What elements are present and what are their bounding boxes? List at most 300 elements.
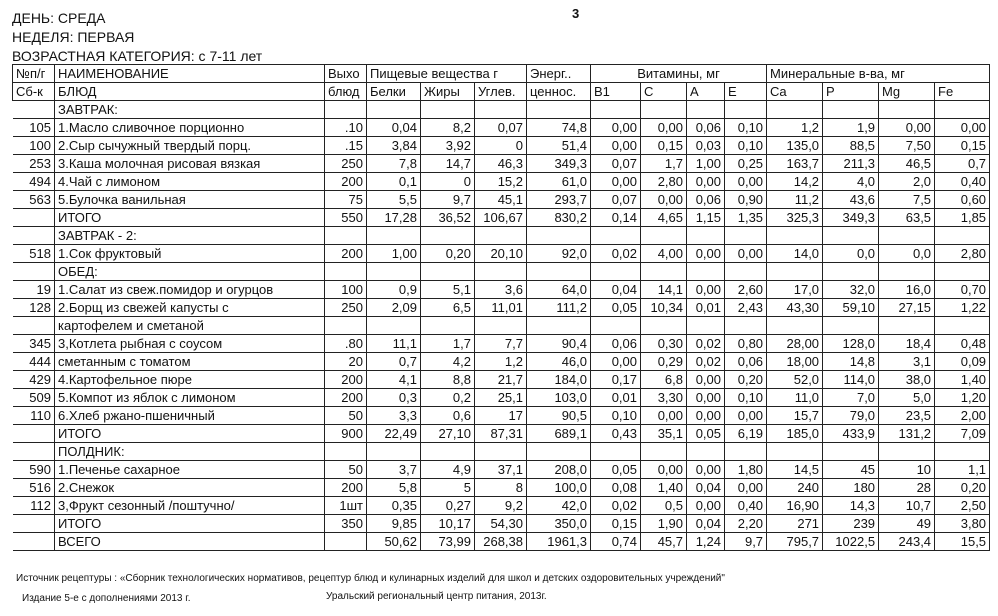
protein-cell — [367, 317, 421, 335]
protein-cell: 0,35 — [367, 497, 421, 515]
empty-cell — [325, 227, 367, 245]
row-id-cell — [13, 443, 55, 461]
empty-cell — [879, 101, 935, 119]
out-cell: 200 — [325, 173, 367, 191]
c-cell: 0,30 — [641, 335, 687, 353]
out-cell — [325, 317, 367, 335]
ca-cell: 325,3 — [767, 209, 823, 227]
empty-cell — [641, 227, 687, 245]
col-b1-header: B1 — [591, 83, 641, 101]
page-number: 3 — [572, 6, 580, 21]
empty-cell — [475, 443, 527, 461]
empty-cell — [591, 443, 641, 461]
empty-cell — [935, 443, 990, 461]
row-id-cell: 100 — [13, 137, 55, 155]
c-cell: 35,1 — [641, 425, 687, 443]
col-name-subheader: БЛЮД — [55, 83, 325, 101]
out-cell — [325, 533, 367, 551]
p-cell: 43,6 — [823, 191, 879, 209]
carbs-cell: 87,31 — [475, 425, 527, 443]
e-cell: 9,7 — [725, 533, 767, 551]
empty-cell — [421, 443, 475, 461]
col-carbs-header: Углев. — [475, 83, 527, 101]
mg-cell: 28 — [879, 479, 935, 497]
fe-cell: 1,1 — [935, 461, 990, 479]
empty-cell — [421, 263, 475, 281]
dish-name-cell: 1.Печенье сахарное — [55, 461, 325, 479]
dish-name-cell: сметанным с томатом — [55, 353, 325, 371]
fe-cell — [935, 317, 990, 335]
empty-cell — [641, 101, 687, 119]
p-cell: 128,0 — [823, 335, 879, 353]
col-nutrients-header: Пищевые вещества г — [367, 65, 527, 83]
dish-name-cell: ИТОГО — [55, 515, 325, 533]
e-cell: 2,20 — [725, 515, 767, 533]
a-cell: 0,06 — [687, 119, 725, 137]
col-e-header: E — [725, 83, 767, 101]
a-cell: 0,03 — [687, 137, 725, 155]
e-cell: 2,43 — [725, 299, 767, 317]
fat-cell: 8,2 — [421, 119, 475, 137]
row-id-cell — [13, 533, 55, 551]
fe-cell: 0,48 — [935, 335, 990, 353]
carbs-cell: 3,6 — [475, 281, 527, 299]
out-cell: 550 — [325, 209, 367, 227]
table-row — [13, 299, 990, 317]
protein-cell: 5,8 — [367, 479, 421, 497]
carbs-cell: 268,38 — [475, 533, 527, 551]
a-cell: 0,00 — [687, 461, 725, 479]
c-cell: 14,1 — [641, 281, 687, 299]
empty-cell — [879, 443, 935, 461]
p-cell: 7,0 — [823, 389, 879, 407]
mg-cell: 7,50 — [879, 137, 935, 155]
protein-cell: 3,84 — [367, 137, 421, 155]
empty-cell — [325, 443, 367, 461]
e-cell: 0,10 — [725, 119, 767, 137]
empty-cell — [823, 227, 879, 245]
c-cell: 0,15 — [641, 137, 687, 155]
mg-cell: 3,1 — [879, 353, 935, 371]
empty-cell — [475, 101, 527, 119]
out-cell: 200 — [325, 389, 367, 407]
e-cell: 1,80 — [725, 461, 767, 479]
fe-cell: 15,5 — [935, 533, 990, 551]
protein-cell: 50,62 — [367, 533, 421, 551]
p-cell: 239 — [823, 515, 879, 533]
col-fat-header: Жиры — [421, 83, 475, 101]
section-title: ЗАВТРАК: — [55, 101, 325, 119]
mg-cell: 131,2 — [879, 425, 935, 443]
row-id-cell — [13, 317, 55, 335]
empty-cell — [325, 263, 367, 281]
fe-cell: 1,40 — [935, 371, 990, 389]
energy-cell: 1961,3 — [527, 533, 591, 551]
out-cell: 200 — [325, 479, 367, 497]
empty-cell — [641, 263, 687, 281]
fe-cell: 0,60 — [935, 191, 990, 209]
dish-name-cell: ИТОГО — [55, 209, 325, 227]
fat-cell: 5,1 — [421, 281, 475, 299]
empty-cell — [687, 443, 725, 461]
empty-cell — [823, 101, 879, 119]
c-cell: 4,65 — [641, 209, 687, 227]
protein-cell: 3,7 — [367, 461, 421, 479]
dish-name-cell: ВСЕГО — [55, 533, 325, 551]
mg-cell: 5,0 — [879, 389, 935, 407]
mg-cell: 63,5 — [879, 209, 935, 227]
c-cell — [641, 317, 687, 335]
out-cell: .80 — [325, 335, 367, 353]
col-energy-subheader: ценнос. — [527, 83, 591, 101]
out-cell: 50 — [325, 461, 367, 479]
e-cell: 0,10 — [725, 389, 767, 407]
e-cell: 0,40 — [725, 497, 767, 515]
empty-cell — [823, 443, 879, 461]
a-cell: 0,00 — [687, 497, 725, 515]
row-id-cell — [13, 209, 55, 227]
mg-cell: 38,0 — [879, 371, 935, 389]
dish-name-cell: 4.Чай с лимоном — [55, 173, 325, 191]
c-cell: 3,30 — [641, 389, 687, 407]
fe-cell: 2,00 — [935, 407, 990, 425]
ca-cell: 135,0 — [767, 137, 823, 155]
table-row — [13, 371, 990, 389]
fat-cell: 0,20 — [421, 245, 475, 263]
fe-cell: 2,80 — [935, 245, 990, 263]
empty-cell — [725, 443, 767, 461]
b1-cell: 0,00 — [591, 119, 641, 137]
table-row — [13, 389, 990, 407]
a-cell: 0,00 — [687, 281, 725, 299]
table-row — [13, 137, 990, 155]
e-cell: 0,00 — [725, 479, 767, 497]
c-cell: 0,00 — [641, 461, 687, 479]
table-row — [13, 245, 990, 263]
empty-cell — [421, 101, 475, 119]
col-output-header: Выхо — [325, 65, 367, 83]
table-row — [13, 497, 990, 515]
dish-name-cell: 5.Компот из яблок с лимоном — [55, 389, 325, 407]
e-cell: 0,00 — [725, 245, 767, 263]
table-row — [13, 479, 990, 497]
empty-cell — [475, 263, 527, 281]
section-title: ОБЕД: — [55, 263, 325, 281]
energy-cell: 100,0 — [527, 479, 591, 497]
empty-cell — [725, 101, 767, 119]
e-cell: 0,25 — [725, 155, 767, 173]
protein-cell: 5,5 — [367, 191, 421, 209]
p-cell — [823, 317, 879, 335]
ca-cell: 1,2 — [767, 119, 823, 137]
energy-cell: 689,1 — [527, 425, 591, 443]
dish-name-cell: 2.Сыр сычужный твердый порц. — [55, 137, 325, 155]
b1-cell: 0,05 — [591, 461, 641, 479]
carbs-cell: 20,10 — [475, 245, 527, 263]
row-id-cell: 444 — [13, 353, 55, 371]
fat-cell: 1,7 — [421, 335, 475, 353]
dish-name-cell: 4.Картофельное пюре — [55, 371, 325, 389]
mg-cell: 7,5 — [879, 191, 935, 209]
empty-cell — [767, 443, 823, 461]
ca-cell: 16,90 — [767, 497, 823, 515]
empty-cell — [767, 101, 823, 119]
energy-cell: 103,0 — [527, 389, 591, 407]
energy-cell: 184,0 — [527, 371, 591, 389]
ca-cell: 43,30 — [767, 299, 823, 317]
fe-cell: 0,20 — [935, 479, 990, 497]
total-row — [13, 209, 990, 227]
empty-cell — [687, 101, 725, 119]
table-row — [13, 407, 990, 425]
b1-cell: 0,00 — [591, 353, 641, 371]
table-row — [13, 461, 990, 479]
ca-cell: 17,0 — [767, 281, 823, 299]
a-cell: 0,06 — [687, 191, 725, 209]
total-row — [13, 425, 990, 443]
col-minerals-header: Минеральные в-ва, мг — [767, 65, 990, 83]
a-cell: 0,05 — [687, 425, 725, 443]
c-cell: 0,00 — [641, 119, 687, 137]
dish-name-cell: 5.Булочка ванильная — [55, 191, 325, 209]
b1-cell: 0,02 — [591, 245, 641, 263]
out-cell: 50 — [325, 407, 367, 425]
empty-cell — [641, 443, 687, 461]
ca-cell: 14,0 — [767, 245, 823, 263]
row-id-cell: 253 — [13, 155, 55, 173]
mg-cell: 243,4 — [879, 533, 935, 551]
fat-cell: 4,2 — [421, 353, 475, 371]
footer-edition: Издание 5-е с дополнениями 2013 г. — [22, 593, 191, 604]
dish-name-cell: ИТОГО — [55, 425, 325, 443]
energy-cell: 74,8 — [527, 119, 591, 137]
energy-cell: 350,0 — [527, 515, 591, 533]
dish-name-cell: 1.Масло сливочное порционно — [55, 119, 325, 137]
fe-cell: 0,00 — [935, 119, 990, 137]
empty-cell — [527, 263, 591, 281]
e-cell: 1,35 — [725, 209, 767, 227]
ca-cell: 11,2 — [767, 191, 823, 209]
p-cell: 4,0 — [823, 173, 879, 191]
dish-name-cell: 6.Хлеб ржано-пшеничный — [55, 407, 325, 425]
empty-cell — [823, 263, 879, 281]
empty-cell — [475, 227, 527, 245]
protein-cell: 0,7 — [367, 353, 421, 371]
week-label: НЕДЕЛЯ: ПЕРВАЯ — [12, 29, 135, 45]
fe-cell: 2,50 — [935, 497, 990, 515]
e-cell: 0,00 — [725, 173, 767, 191]
mg-cell: 16,0 — [879, 281, 935, 299]
energy-cell: 46,0 — [527, 353, 591, 371]
empty-cell — [367, 263, 421, 281]
row-id-cell — [13, 101, 55, 119]
a-cell: 0,01 — [687, 299, 725, 317]
fat-cell: 0,6 — [421, 407, 475, 425]
protein-cell: 4,1 — [367, 371, 421, 389]
energy-cell: 830,2 — [527, 209, 591, 227]
col-id-header: №п/г — [13, 65, 55, 83]
carbs-cell: 8 — [475, 479, 527, 497]
fat-cell: 0,27 — [421, 497, 475, 515]
e-cell: 0,80 — [725, 335, 767, 353]
dish-name-cell: 1.Сок фруктовый — [55, 245, 325, 263]
empty-cell — [527, 101, 591, 119]
c-cell: 2,80 — [641, 173, 687, 191]
section-title: ПОЛДНИК: — [55, 443, 325, 461]
fat-cell: 8,8 — [421, 371, 475, 389]
p-cell: 114,0 — [823, 371, 879, 389]
empty-cell — [767, 263, 823, 281]
p-cell: 180 — [823, 479, 879, 497]
empty-cell — [767, 227, 823, 245]
fat-cell: 3,92 — [421, 137, 475, 155]
empty-cell — [687, 227, 725, 245]
energy-cell: 90,4 — [527, 335, 591, 353]
fe-cell: 1,85 — [935, 209, 990, 227]
carbs-cell: 7,7 — [475, 335, 527, 353]
e-cell: 6,19 — [725, 425, 767, 443]
fat-cell: 27,10 — [421, 425, 475, 443]
table-row — [13, 119, 990, 137]
fat-cell: 10,17 — [421, 515, 475, 533]
p-cell: 59,10 — [823, 299, 879, 317]
empty-cell — [725, 227, 767, 245]
b1-cell: 0,15 — [591, 515, 641, 533]
section-row — [13, 263, 990, 281]
table-row — [13, 353, 990, 371]
section-row — [13, 101, 990, 119]
empty-cell — [367, 101, 421, 119]
a-cell: 0,04 — [687, 479, 725, 497]
empty-cell — [725, 263, 767, 281]
energy-cell: 208,0 — [527, 461, 591, 479]
b1-cell: 0,17 — [591, 371, 641, 389]
fat-cell: 0,2 — [421, 389, 475, 407]
a-cell: 1,00 — [687, 155, 725, 173]
p-cell: 433,9 — [823, 425, 879, 443]
carbs-cell: 0 — [475, 137, 527, 155]
empty-cell — [367, 443, 421, 461]
c-cell: 10,34 — [641, 299, 687, 317]
mg-cell: 27,15 — [879, 299, 935, 317]
footer-center: Уральский региональный центр питания, 2013г. — [326, 591, 547, 602]
b1-cell: 0,04 — [591, 281, 641, 299]
energy-cell: 64,0 — [527, 281, 591, 299]
c-cell: 4,00 — [641, 245, 687, 263]
e-cell: 0,06 — [725, 353, 767, 371]
col-c-header: C — [641, 83, 687, 101]
protein-cell: 0,04 — [367, 119, 421, 137]
fe-cell: 7,09 — [935, 425, 990, 443]
empty-cell — [527, 443, 591, 461]
day-label: ДЕНЬ: СРЕДА — [12, 10, 106, 26]
ca-cell: 28,00 — [767, 335, 823, 353]
c-cell: 0,5 — [641, 497, 687, 515]
b1-cell: 0,02 — [591, 497, 641, 515]
p-cell: 32,0 — [823, 281, 879, 299]
row-id-cell — [13, 227, 55, 245]
mg-cell — [879, 317, 935, 335]
empty-cell — [591, 101, 641, 119]
b1-cell: 0,07 — [591, 155, 641, 173]
b1-cell: 0,07 — [591, 191, 641, 209]
fat-cell: 9,7 — [421, 191, 475, 209]
table-header-row-1 — [13, 65, 990, 83]
a-cell: 0,00 — [687, 407, 725, 425]
fe-cell: 1,20 — [935, 389, 990, 407]
out-cell: 250 — [325, 299, 367, 317]
a-cell: 0,04 — [687, 515, 725, 533]
b1-cell: 0,08 — [591, 479, 641, 497]
row-id-cell: 112 — [13, 497, 55, 515]
empty-cell — [935, 101, 990, 119]
table-header-row-2 — [13, 83, 990, 101]
empty-cell — [935, 227, 990, 245]
row-id-cell: 345 — [13, 335, 55, 353]
p-cell: 0,0 — [823, 245, 879, 263]
e-cell: 0,10 — [725, 137, 767, 155]
out-cell: 250 — [325, 155, 367, 173]
ca-cell: 14,2 — [767, 173, 823, 191]
footer-source: Источник рецептуры : «Сборник технологических нормативов, рецептур блюд и кулинарных изделий для школ и детских оздоровительных учреждений" — [16, 573, 725, 584]
col-vitamins-header: Витамины, мг — [591, 65, 767, 83]
row-id-cell: 518 — [13, 245, 55, 263]
fat-cell: 0 — [421, 173, 475, 191]
e-cell: 0,00 — [725, 407, 767, 425]
c-cell: 0,00 — [641, 191, 687, 209]
fat-cell — [421, 317, 475, 335]
menu-table — [12, 64, 990, 551]
protein-cell: 7,8 — [367, 155, 421, 173]
empty-cell — [591, 227, 641, 245]
energy-cell: 90,5 — [527, 407, 591, 425]
col-ca-header: Ca — [767, 83, 823, 101]
protein-cell: 11,1 — [367, 335, 421, 353]
carbs-cell: 0,07 — [475, 119, 527, 137]
p-cell: 79,0 — [823, 407, 879, 425]
a-cell: 0,02 — [687, 353, 725, 371]
col-output-subheader: блюд — [325, 83, 367, 101]
ca-cell: 163,7 — [767, 155, 823, 173]
ca-cell: 52,0 — [767, 371, 823, 389]
col-id-subheader: Сб-к — [13, 83, 55, 101]
ca-cell: 271 — [767, 515, 823, 533]
dish-name-cell: 2.Борщ из свежей капусты с — [55, 299, 325, 317]
total-row — [13, 515, 990, 533]
fat-cell: 14,7 — [421, 155, 475, 173]
a-cell: 0,02 — [687, 335, 725, 353]
row-id-cell: 19 — [13, 281, 55, 299]
fe-cell: 0,09 — [935, 353, 990, 371]
table-row — [13, 281, 990, 299]
row-id-cell: 516 — [13, 479, 55, 497]
ca-cell: 14,5 — [767, 461, 823, 479]
mg-cell: 10 — [879, 461, 935, 479]
c-cell: 0,29 — [641, 353, 687, 371]
energy-cell: 51,4 — [527, 137, 591, 155]
table-row — [13, 317, 990, 335]
energy-cell — [527, 317, 591, 335]
energy-cell: 42,0 — [527, 497, 591, 515]
carbs-cell: 25,1 — [475, 389, 527, 407]
mg-cell: 2,0 — [879, 173, 935, 191]
carbs-cell — [475, 317, 527, 335]
p-cell: 349,3 — [823, 209, 879, 227]
energy-cell: 92,0 — [527, 245, 591, 263]
empty-cell — [367, 227, 421, 245]
carbs-cell: 46,3 — [475, 155, 527, 173]
empty-cell — [687, 263, 725, 281]
